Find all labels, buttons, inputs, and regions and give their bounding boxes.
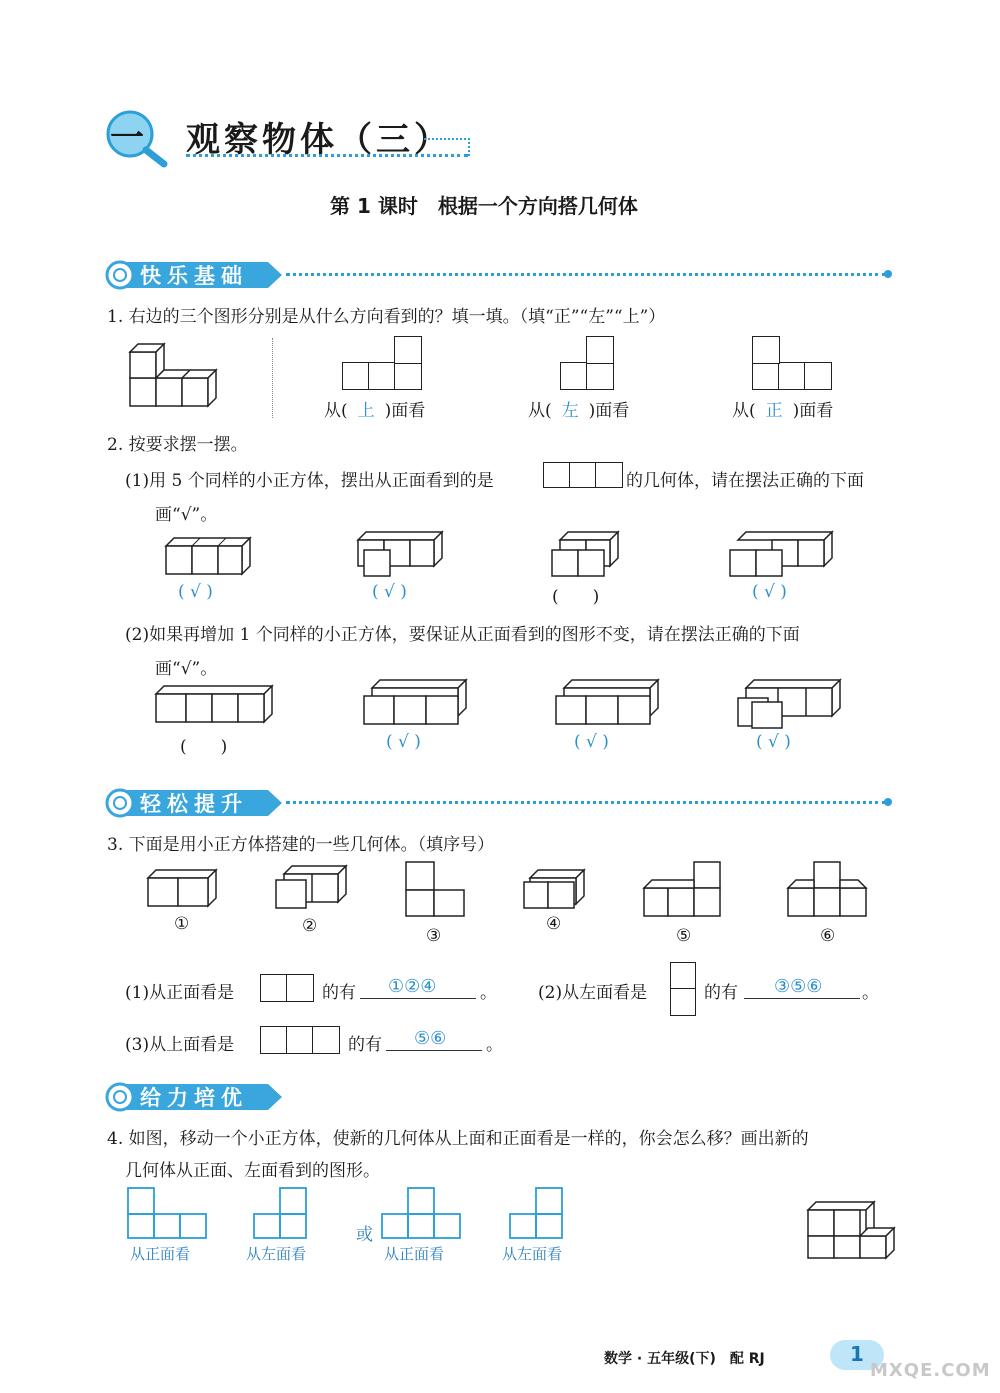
q3-s1-front-cell xyxy=(286,974,314,1002)
q1-view-a-cell xyxy=(368,362,396,390)
chapter-corner xyxy=(424,138,470,156)
q4-text-1: 4. 如图，移动一个小正方体，使新的几何体从上面和正面看是一样的，你会怎么移？画出新的 xyxy=(107,1129,809,1149)
q3-s1-text-a: (1)从正面看是 xyxy=(125,983,235,1003)
q1-view-c-cell xyxy=(778,362,806,390)
footer-subject: 数学 · 五年级(下) 配 RJ xyxy=(604,1351,765,1367)
q2-p1-front-cell xyxy=(569,462,597,488)
q3-figure-3 xyxy=(404,860,468,920)
q3-s3-text-b: 的有 xyxy=(348,1035,382,1055)
q1-view-c-cell xyxy=(804,362,832,390)
q2-p1-text-b: 的几何体，请在摆法正确的下面 xyxy=(626,471,864,491)
q3-s3-text-a: (3)从上面看是 xyxy=(125,1035,235,1055)
q2-p2-figure-3 xyxy=(554,684,664,728)
q2-p1-figure-1 xyxy=(164,536,254,580)
q3-s2-period: 。 xyxy=(862,983,879,1003)
q3-s2-left-cell xyxy=(670,962,696,990)
q2-p1-mark-4: ( √ ) xyxy=(752,582,787,602)
q3-s2-blank[interactable] xyxy=(744,998,860,999)
q4-original-figure xyxy=(806,1200,896,1262)
q4-answer-left-2 xyxy=(508,1186,568,1242)
section-improve-dot-end xyxy=(884,798,892,806)
q3-s1-blank[interactable] xyxy=(360,998,476,999)
section-basic-dots xyxy=(286,273,886,276)
q1-text: 1. 右边的三个图形分别是从什么方向看到的？填一填。（填“正”“左”“上”） xyxy=(107,307,666,327)
q3-s2-left-cell xyxy=(670,988,696,1016)
q2-p2-figure-1 xyxy=(154,684,278,728)
section-improve-title: 轻松提升 xyxy=(140,792,248,816)
q3-s3-top-cell xyxy=(260,1026,288,1054)
section-basic-dot-end xyxy=(884,270,892,278)
q3-s3-top-cell xyxy=(286,1026,314,1054)
q3-s2-answer: ③⑤⑥ xyxy=(774,976,823,997)
q3-figure-6 xyxy=(786,860,870,922)
q2-p1-front-cell xyxy=(543,462,571,488)
q3-s2-text-b: 的有 xyxy=(704,983,738,1003)
q4-answer-left-1 xyxy=(252,1186,312,1242)
q3-s3-period: 。 xyxy=(486,1035,503,1055)
lesson-title: 第 1 课时 根据一个方向搭几何体 xyxy=(330,194,638,218)
section-improve-dots xyxy=(286,801,886,804)
q2-p1-text-a: (1)用 5 个同样的小正方体，摆出从正面看到的是 xyxy=(125,471,494,491)
q2-p2-figure-4 xyxy=(736,684,846,734)
q2-p2-text-a: (2)如果再增加 1 个同样的小正方体，要保证从正面看到的图形不变，请在摆法正确的下面 xyxy=(125,625,800,645)
section-basic-banner xyxy=(104,258,284,290)
q2-p1-mark-3: ( ) xyxy=(552,587,600,607)
q3-text: 3. 下面是用小正方体搭建的一些几何体。（填序号） xyxy=(107,835,495,855)
q2-p2-mark-3: ( √ ) xyxy=(574,732,609,752)
q4-answer-front-1 xyxy=(126,1186,210,1242)
q1-view-a-cell xyxy=(394,362,422,390)
q3-s1-front-cell xyxy=(260,974,288,1002)
chapter-number: 一 xyxy=(110,118,148,158)
q1-view-b-cell xyxy=(586,362,614,390)
q3-label-2: ② xyxy=(302,916,318,936)
q3-figure-4 xyxy=(522,870,588,914)
q3-label-4: ④ xyxy=(546,914,562,934)
q3-label-5: ⑤ xyxy=(676,926,692,946)
q1-view-a-cell xyxy=(342,362,370,390)
q1-view-b-answer: 左 xyxy=(561,401,579,421)
q2-p1-figure-4 xyxy=(728,532,838,582)
watermark-text: MXQE.COM xyxy=(870,1360,991,1381)
q1-view-c-label: 从( 正 )面看 xyxy=(732,401,834,421)
q4-label-left-2: 从左面看 xyxy=(502,1245,563,1263)
q1-view-b-cell xyxy=(560,362,588,390)
q2-p2-mark-4: ( √ ) xyxy=(756,732,791,752)
q2-text: 2. 按要求摆一摆。 xyxy=(107,435,248,455)
q2-p1-figure-3 xyxy=(550,532,640,582)
q1-divider xyxy=(272,338,273,418)
q3-label-6: ⑥ xyxy=(820,926,836,946)
q3-s2-text-a: (2)从左面看是 xyxy=(538,983,648,1003)
q1-view-c-answer: 正 xyxy=(765,401,783,421)
q1-view-a-answer: 上 xyxy=(357,401,375,421)
q1-solid-figure xyxy=(128,350,228,410)
q3-s3-answer: ⑤⑥ xyxy=(414,1028,447,1049)
q3-s3-blank[interactable] xyxy=(386,1050,482,1051)
q1-view-c-cell xyxy=(752,336,780,364)
footer-page-number: 1 xyxy=(850,1342,864,1366)
q2-p1-figure-2 xyxy=(356,532,446,582)
q3-s3-top-cell xyxy=(312,1026,340,1054)
q2-p2-mark-2: ( √ ) xyxy=(386,732,421,752)
q4-or: 或 xyxy=(356,1225,373,1245)
q3-figure-2 xyxy=(274,866,350,914)
q2-p1-front-cell xyxy=(595,462,623,488)
q1-view-b-label: 从( 左 )面看 xyxy=(528,401,630,421)
q4-label-front-1: 从正面看 xyxy=(130,1245,191,1263)
q1-view-b-cell xyxy=(586,336,614,364)
section-advance-banner xyxy=(104,1080,284,1112)
q3-figure-1 xyxy=(146,868,222,912)
q1-view-a-label: 从( 上 )面看 xyxy=(324,401,426,421)
section-advance-title: 给力培优 xyxy=(140,1086,248,1110)
q2-p1-mark-1: ( √ ) xyxy=(178,582,213,602)
q4-answer-front-2 xyxy=(380,1186,464,1242)
q2-p2-mark-1: ( ) xyxy=(180,737,228,757)
q3-figure-5 xyxy=(642,860,732,922)
q2-p1-mark-2: ( √ ) xyxy=(372,582,407,602)
q4-label-front-2: 从正面看 xyxy=(384,1245,445,1263)
q4-text-2: 几何体从正面、左面看到的图形。 xyxy=(125,1161,380,1181)
q2-p2-text-c: 画“√”。 xyxy=(155,659,218,679)
q1-view-a-cell xyxy=(394,336,422,364)
q2-p1-text-c: 画“√”。 xyxy=(155,505,218,525)
q3-s1-answer: ①②④ xyxy=(388,976,437,997)
q3-label-1: ① xyxy=(174,914,190,934)
q2-p2-figure-2 xyxy=(362,684,472,728)
chapter-title: 观察物体（三） xyxy=(186,120,452,160)
q4-label-left-1: 从左面看 xyxy=(246,1245,307,1263)
section-improve-banner xyxy=(104,786,284,818)
q1-view-c-cell xyxy=(752,362,780,390)
q3-s1-text-b: 的有 xyxy=(322,983,356,1003)
q3-s1-period: 。 xyxy=(480,983,497,1003)
q3-label-3: ③ xyxy=(426,926,442,946)
section-basic-title: 快乐基础 xyxy=(140,264,248,288)
